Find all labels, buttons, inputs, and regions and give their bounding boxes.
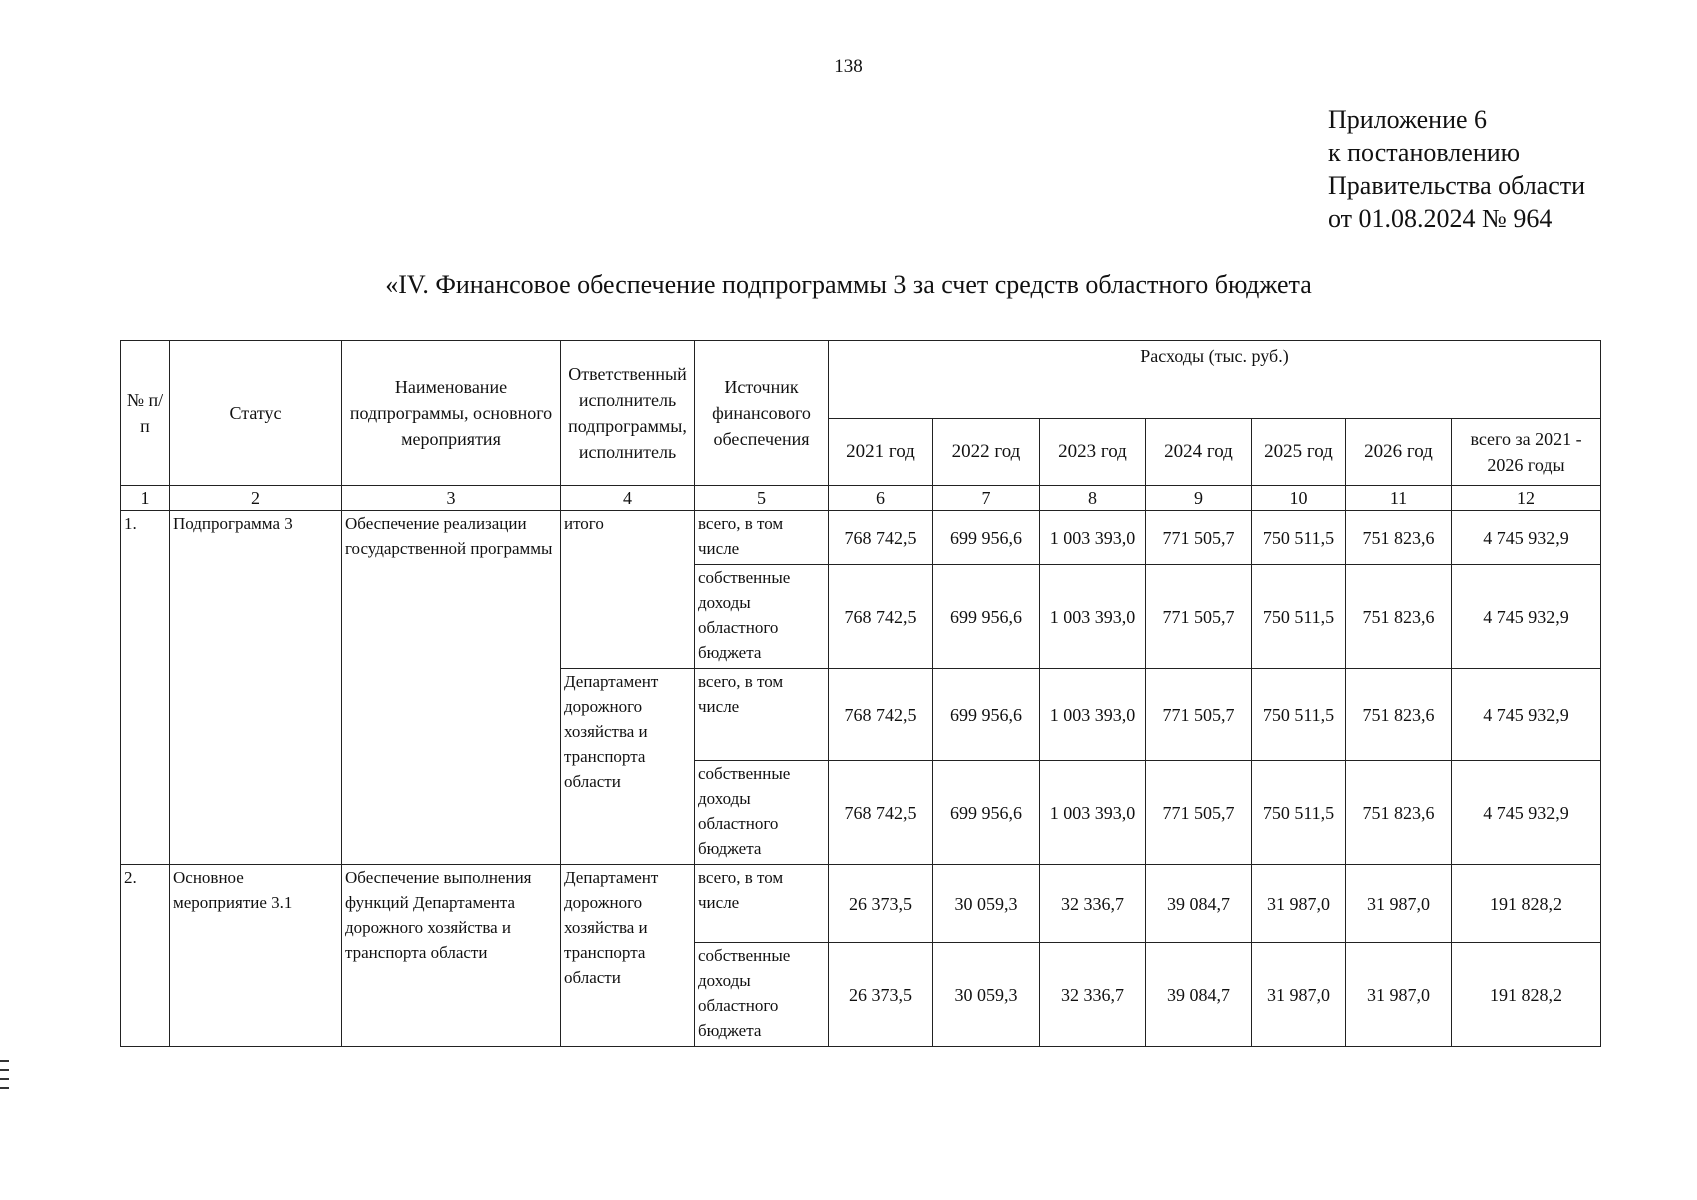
value-cell: 768 742,5 [829, 511, 933, 565]
row-num: 2. [121, 865, 170, 1047]
col-number: 5 [695, 486, 829, 511]
row-source: собственные доходы областного бюджета [695, 761, 829, 865]
row-source: всего, в том числе [695, 511, 829, 565]
value-cell: 750 511,5 [1252, 669, 1346, 761]
value-cell: 699 956,6 [933, 565, 1040, 669]
header-year-2022: 2022 год [933, 419, 1040, 486]
col-number: 4 [561, 486, 695, 511]
value-cell: 30 059,3 [933, 865, 1040, 943]
value-cell: 30 059,3 [933, 943, 1040, 1047]
appendix-line-1: Приложение 6 [1328, 105, 1488, 134]
scan-margin-marks [0, 1060, 10, 1096]
value-cell: 751 823,6 [1346, 511, 1452, 565]
table-row [121, 511, 1601, 565]
value-cell: 771 505,7 [1146, 669, 1252, 761]
value-cell: 1 003 393,0 [1040, 511, 1146, 565]
col-number: 9 [1146, 486, 1252, 511]
value-cell: 699 956,6 [933, 511, 1040, 565]
header-executor: Ответственный исполнитель подпрограммы, исполнитель [561, 341, 695, 486]
row-source: собственные доходы областного бюджета [695, 943, 829, 1047]
value-cell: 771 505,7 [1146, 565, 1252, 669]
value-cell: 750 511,5 [1252, 511, 1346, 565]
appendix-line-2: к постановлению [1328, 138, 1521, 167]
appendix-line-4: от 01.08.2024 № 964 [1328, 204, 1553, 233]
row-executor: итого [561, 511, 695, 669]
value-cell-total: 4 745 932,9 [1452, 761, 1601, 865]
value-cell: 699 956,6 [933, 761, 1040, 865]
value-cell: 39 084,7 [1146, 865, 1252, 943]
col-number: 3 [342, 486, 561, 511]
appendix-line-3: Правительства области [1328, 171, 1586, 200]
value-cell: 1 003 393,0 [1040, 565, 1146, 669]
row-status: Основное мероприятие 3.1 [170, 865, 342, 1047]
value-cell: 1 003 393,0 [1040, 669, 1146, 761]
col-number: 7 [933, 486, 1040, 511]
table-row [121, 865, 1601, 943]
col-number: 2 [170, 486, 342, 511]
col-number: 8 [1040, 486, 1146, 511]
row-executor: Департамент дорожного хозяйства и транспорта области [561, 669, 695, 865]
value-cell: 31 987,0 [1346, 943, 1452, 1047]
col-number: 1 [121, 486, 170, 511]
value-cell: 771 505,7 [1146, 511, 1252, 565]
value-cell: 31 987,0 [1252, 865, 1346, 943]
finance-table [120, 340, 1601, 1047]
header-year-2026: 2026 год [1346, 419, 1452, 486]
header-year-2021: 2021 год [829, 419, 933, 486]
value-cell-total: 4 745 932,9 [1452, 565, 1601, 669]
value-cell-total: 4 745 932,9 [1452, 669, 1601, 761]
row-source: всего, в том числе [695, 865, 829, 943]
value-cell: 32 336,7 [1040, 943, 1146, 1047]
value-cell: 39 084,7 [1146, 943, 1252, 1047]
appendix-block [1328, 103, 1585, 235]
col-number: 10 [1252, 486, 1346, 511]
value-cell: 1 003 393,0 [1040, 761, 1146, 865]
value-cell: 750 511,5 [1252, 761, 1346, 865]
value-cell: 768 742,5 [829, 565, 933, 669]
header-year-2024: 2024 год [1146, 419, 1252, 486]
row-num: 1. [121, 511, 170, 865]
row-name: Обеспечение выполнения функций Департамента дорожного хозяйства и транспорта области [342, 865, 561, 1047]
header-year-2023: 2023 год [1040, 419, 1146, 486]
value-cell-total: 4 745 932,9 [1452, 511, 1601, 565]
row-source: всего, в том числе [695, 669, 829, 761]
value-cell: 768 742,5 [829, 669, 933, 761]
value-cell-total: 191 828,2 [1452, 865, 1601, 943]
row-status: Подпрограмма 3 [170, 511, 342, 865]
value-cell: 751 823,6 [1346, 565, 1452, 669]
value-cell: 750 511,5 [1252, 565, 1346, 669]
value-cell: 26 373,5 [829, 943, 933, 1047]
col-number: 12 [1452, 486, 1601, 511]
row-executor: Департамент дорожного хозяйства и транспорта области [561, 865, 695, 1047]
value-cell: 751 823,6 [1346, 669, 1452, 761]
row-name: Обеспечение реализации государственной программы [342, 511, 561, 865]
header-num: № п/п [121, 341, 170, 486]
col-number: 6 [829, 486, 933, 511]
header-year-2025: 2025 год [1252, 419, 1346, 486]
col-number: 11 [1346, 486, 1452, 511]
header-expenses: Расходы (тыс. руб.) [829, 341, 1601, 419]
header-status: Статус [170, 341, 342, 486]
header-source: Источник финансового обеспечения [695, 341, 829, 486]
value-cell: 768 742,5 [829, 761, 933, 865]
value-cell: 751 823,6 [1346, 761, 1452, 865]
page-number: 138 [834, 56, 863, 77]
value-cell-total: 191 828,2 [1452, 943, 1601, 1047]
value-cell: 771 505,7 [1146, 761, 1252, 865]
value-cell: 31 987,0 [1346, 865, 1452, 943]
value-cell: 26 373,5 [829, 865, 933, 943]
header-total: всего за 2021 - 2026 годы [1452, 419, 1601, 486]
value-cell: 31 987,0 [1252, 943, 1346, 1047]
value-cell: 699 956,6 [933, 669, 1040, 761]
row-source: собственные доходы областного бюджета [695, 565, 829, 669]
header-name: Наименование подпрограммы, основного мероприятия [342, 341, 561, 486]
section-title: «IV. Финансовое обеспечение подпрограммы 3 за счет средств областного бюджета [385, 270, 1312, 299]
value-cell: 32 336,7 [1040, 865, 1146, 943]
